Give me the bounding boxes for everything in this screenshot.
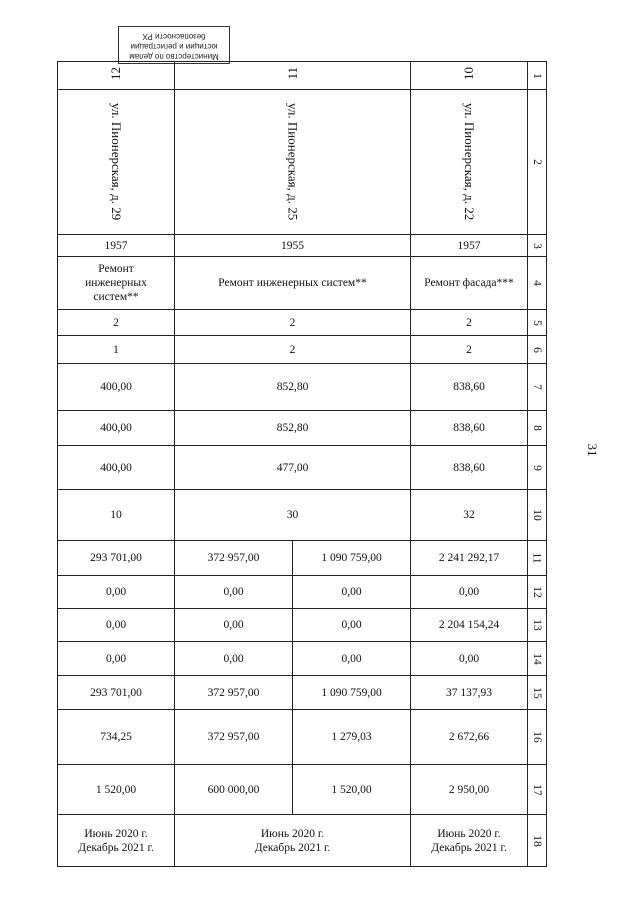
value-cell: 838,60 bbox=[411, 446, 528, 490]
table-row bbox=[58, 90, 547, 235]
table-row bbox=[58, 541, 547, 576]
row-number-cell bbox=[528, 90, 547, 235]
table-row bbox=[58, 710, 547, 765]
row-number: 3 bbox=[531, 242, 543, 249]
value-cell: 372 957,00 bbox=[175, 710, 293, 765]
period-end: Декабрь 2021 г. bbox=[431, 841, 507, 854]
value-cell: 0,00 bbox=[293, 576, 411, 609]
value-cell: 2 bbox=[411, 310, 528, 336]
row-number: 1 bbox=[531, 72, 543, 79]
col-number-cell bbox=[175, 62, 411, 90]
value-cell: 0,00 bbox=[175, 609, 293, 642]
table-row bbox=[58, 364, 547, 411]
stamp-line-1: Министерство по делам bbox=[129, 52, 219, 61]
row-number-cell bbox=[528, 62, 547, 90]
address-cell bbox=[175, 90, 411, 235]
work-type-cell: Ремонт инженерных систем** bbox=[175, 257, 411, 310]
row-number: 14 bbox=[531, 652, 543, 665]
row-number-cell bbox=[528, 336, 547, 364]
row-number: 5 bbox=[531, 319, 543, 326]
col-number-10: 10 bbox=[461, 67, 476, 80]
period-start: Июнь 2020 г. bbox=[260, 827, 325, 840]
col-number-cell bbox=[411, 62, 528, 90]
row-number-cell bbox=[528, 446, 547, 490]
row-number-cell bbox=[528, 576, 547, 609]
row-number: 10 bbox=[531, 509, 543, 521]
row-number: 16 bbox=[531, 731, 543, 743]
row-number-cell bbox=[528, 609, 547, 642]
value-cell: 1 279,03 bbox=[293, 710, 411, 765]
row-number: 6 bbox=[531, 346, 543, 353]
value-cell: 2 672,66 bbox=[411, 710, 528, 765]
row-number: 7 bbox=[531, 384, 543, 390]
value-cell: 1 090 759,00 bbox=[293, 541, 411, 576]
period-cell bbox=[175, 815, 411, 867]
value-cell: 2 bbox=[175, 336, 411, 364]
row-number-cell bbox=[528, 310, 547, 336]
value-cell: 293 701,00 bbox=[58, 541, 175, 576]
row-number-cell bbox=[528, 765, 547, 815]
address-cell bbox=[411, 90, 528, 235]
row-number: 11 bbox=[530, 552, 543, 564]
data-table bbox=[57, 61, 547, 867]
row-number: 4 bbox=[531, 280, 543, 286]
value-cell: 372 957,00 bbox=[175, 541, 293, 576]
row-number-cell bbox=[528, 710, 547, 765]
value-cell: 600 000,00 bbox=[175, 765, 293, 815]
row-number: 13 bbox=[531, 619, 543, 631]
table-row bbox=[58, 235, 547, 257]
stamp-line-2: юстиции и регистрации bbox=[130, 42, 218, 51]
value-cell: 400,00 bbox=[58, 411, 175, 446]
row-number-cell bbox=[528, 815, 547, 867]
value-cell: 2 950,00 bbox=[411, 765, 528, 815]
value-cell: 838,60 bbox=[411, 364, 528, 411]
row-number: 15 bbox=[531, 686, 543, 699]
value-cell: 0,00 bbox=[411, 576, 528, 609]
row-number-cell bbox=[528, 490, 547, 541]
value-cell: 852,80 bbox=[175, 364, 411, 411]
value-cell: 400,00 bbox=[58, 364, 175, 411]
period-cell bbox=[58, 815, 175, 867]
value-cell: 0,00 bbox=[58, 642, 175, 676]
value-cell: 2 bbox=[175, 310, 411, 336]
year-cell: 1957 bbox=[411, 235, 528, 257]
period-end: Декабрь 2021 г. bbox=[254, 841, 331, 854]
value-cell: 0,00 bbox=[293, 609, 411, 642]
row-number-cell bbox=[528, 642, 547, 676]
table-row bbox=[58, 490, 547, 541]
value-cell: 734,25 bbox=[58, 710, 175, 765]
period-start: Июнь 2020 г. bbox=[437, 827, 501, 840]
row-number-cell bbox=[528, 411, 547, 446]
value-cell: 2 bbox=[58, 310, 175, 336]
period-start: Июнь 2020 г. bbox=[84, 827, 148, 840]
value-cell: 0,00 bbox=[411, 642, 528, 676]
table-row bbox=[58, 765, 547, 815]
work-type-cell: Ремонт инженерных систем** bbox=[58, 257, 175, 310]
value-cell: 400,00 bbox=[58, 446, 175, 490]
value-cell: 372 957,00 bbox=[175, 676, 293, 710]
value-cell: 293 701,00 bbox=[58, 676, 175, 710]
address-cell bbox=[58, 90, 175, 235]
value-cell: 0,00 bbox=[58, 576, 175, 609]
table-row bbox=[58, 815, 547, 867]
row-number: 9 bbox=[531, 464, 543, 471]
value-cell: 10 bbox=[58, 490, 175, 541]
value-cell: 2 204 154,24 bbox=[411, 609, 528, 642]
col-number-11: 11 bbox=[284, 67, 300, 80]
table-row bbox=[58, 336, 547, 364]
row-number-cell bbox=[528, 257, 547, 310]
value-cell: 0,00 bbox=[293, 642, 411, 676]
value-cell: 32 bbox=[411, 490, 528, 541]
table-row bbox=[58, 676, 547, 710]
period-end: Декабрь 2021 г. bbox=[78, 841, 154, 854]
value-cell: 0,00 bbox=[175, 642, 293, 676]
registration-stamp bbox=[118, 26, 230, 64]
page-number: 31 bbox=[585, 443, 600, 457]
address-11: ул. Пионерская, д. 25 bbox=[285, 103, 301, 221]
table-row bbox=[58, 609, 547, 642]
value-cell: 1 520,00 bbox=[58, 765, 175, 815]
address-10: ул. Пионерская, д. 22 bbox=[462, 103, 477, 221]
table-row bbox=[58, 257, 547, 310]
table-row bbox=[58, 62, 547, 90]
year-cell: 1957 bbox=[58, 235, 175, 257]
row-number: 17 bbox=[531, 783, 543, 796]
stamp-line-3: безопасности РХ bbox=[142, 32, 206, 41]
value-cell: 477,00 bbox=[175, 446, 411, 490]
value-cell: 1 520,00 bbox=[293, 765, 411, 815]
row-number-cell bbox=[528, 676, 547, 710]
row-number-cell bbox=[528, 541, 547, 576]
value-cell: 838,60 bbox=[411, 411, 528, 446]
value-cell: 30 bbox=[175, 490, 411, 541]
value-cell: 852,80 bbox=[175, 411, 411, 446]
value-cell: 2 bbox=[411, 336, 528, 364]
row-number-cell bbox=[528, 235, 547, 257]
table-row bbox=[58, 446, 547, 490]
table-row bbox=[58, 411, 547, 446]
value-cell: 0,00 bbox=[58, 609, 175, 642]
row-number: 18 bbox=[531, 834, 543, 847]
value-cell: 37 137,93 bbox=[411, 676, 528, 710]
row-number-cell bbox=[528, 364, 547, 411]
col-number-12: 12 bbox=[108, 67, 123, 80]
table-row bbox=[58, 642, 547, 676]
table-row bbox=[58, 310, 547, 336]
work-type-cell: Ремонт фасада*** bbox=[411, 257, 528, 310]
value-cell: 0,00 bbox=[175, 576, 293, 609]
year-cell: 1955 bbox=[175, 235, 411, 257]
value-cell: 2 241 292,17 bbox=[411, 541, 528, 576]
value-cell: 1 bbox=[58, 336, 175, 364]
row-number: 2 bbox=[531, 159, 543, 165]
address-12: ул. Пионерская, д. 29 bbox=[109, 103, 124, 221]
value-cell: 1 090 759,00 bbox=[293, 676, 411, 710]
col-number-cell bbox=[58, 62, 175, 90]
row-number: 12 bbox=[531, 586, 543, 598]
row-number: 8 bbox=[531, 425, 543, 431]
table-row bbox=[58, 576, 547, 609]
period-cell bbox=[411, 815, 528, 867]
